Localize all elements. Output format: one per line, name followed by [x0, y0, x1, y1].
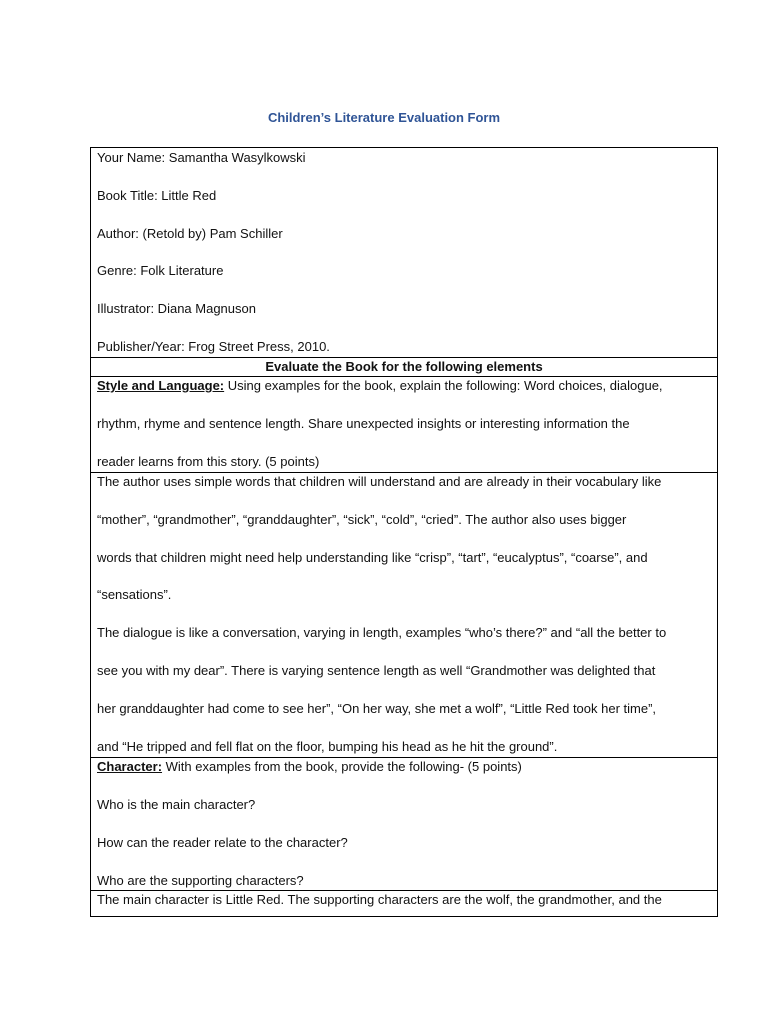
style-answer-line-4: “sensations”. [97, 587, 172, 602]
character-heading: Character: [97, 759, 163, 774]
style-language-prompt-line-1 [97, 378, 663, 394]
style-answer-line-3: words that children might need help understanding like “crisp”, “tart”, “eucalyptus”, “coarse”, and [97, 550, 648, 565]
character-prompt-line [97, 759, 522, 775]
character-answer-line-1: The main character is Little Red. The supporting characters are the wolf, the grandmother, and the [97, 892, 662, 907]
character-question-3: Who are the supporting characters? [97, 873, 304, 888]
section-header: Evaluate the Book for the following elements [265, 359, 543, 374]
character-question-2: How can the reader relate to the character? [97, 835, 348, 850]
book-publisher: Publisher/Year: Frog Street Press, 2010. [97, 339, 330, 354]
style-answer-line-6: see you with my dear”. There is varying sentence length as well “Grandmother was delighted that [97, 663, 656, 678]
style-language-heading: Style and Language: [97, 378, 225, 393]
document-title: Children’s Literature Evaluation Form [267, 110, 501, 125]
character-question-1: Who is the main character? [97, 797, 256, 812]
evaluation-form-table [90, 147, 718, 917]
book-title: Book Title: Little Red [97, 188, 217, 203]
style-answer-line-8: and “He tripped and fell flat on the floor, bumping his head as he hit the ground”. [97, 739, 558, 754]
style-language-prompt-line-2: rhythm, rhyme and sentence length. Share unexpected insights or interesting information the [97, 416, 630, 431]
style-answer-line-1: The author uses simple words that children will understand and are already in their vocabulary like [97, 474, 662, 489]
style-answer-line-5: The dialogue is like a conversation, varying in length, examples “who’s there?” and “all the better to [97, 625, 667, 640]
style-answer-line-7: her granddaughter had come to see her”, “On her way, she met a wolf”, “Little Red took her time”, [97, 701, 657, 716]
style-language-prompt-row [91, 376, 717, 472]
book-genre: Genre: Folk Literature [97, 263, 224, 278]
student-name: Your Name: Samantha Wasylkowski [97, 150, 306, 165]
book-illustrator: Illustrator: Diana Magnuson [97, 301, 256, 316]
style-language-prompt-text: Using examples for the book, explain the following: Word choices, dialogue, [224, 378, 663, 393]
style-answer-line-2: “mother”, “grandmother”, “granddaughter”, “sick”, “cold”, “cried”. The author also uses bigger [97, 512, 627, 527]
character-prompt-text: With examples from the book, provide the following- (5 points) [162, 759, 522, 774]
book-author: Author: (Retold by) Pam Schiller [97, 226, 283, 241]
character-answer-row [91, 890, 717, 917]
character-prompt-row [91, 757, 717, 890]
book-info-row [91, 148, 717, 357]
style-language-answer-row [91, 472, 717, 757]
section-header-row [91, 357, 717, 376]
style-language-prompt-line-3: reader learns from this story. (5 points) [97, 454, 320, 469]
